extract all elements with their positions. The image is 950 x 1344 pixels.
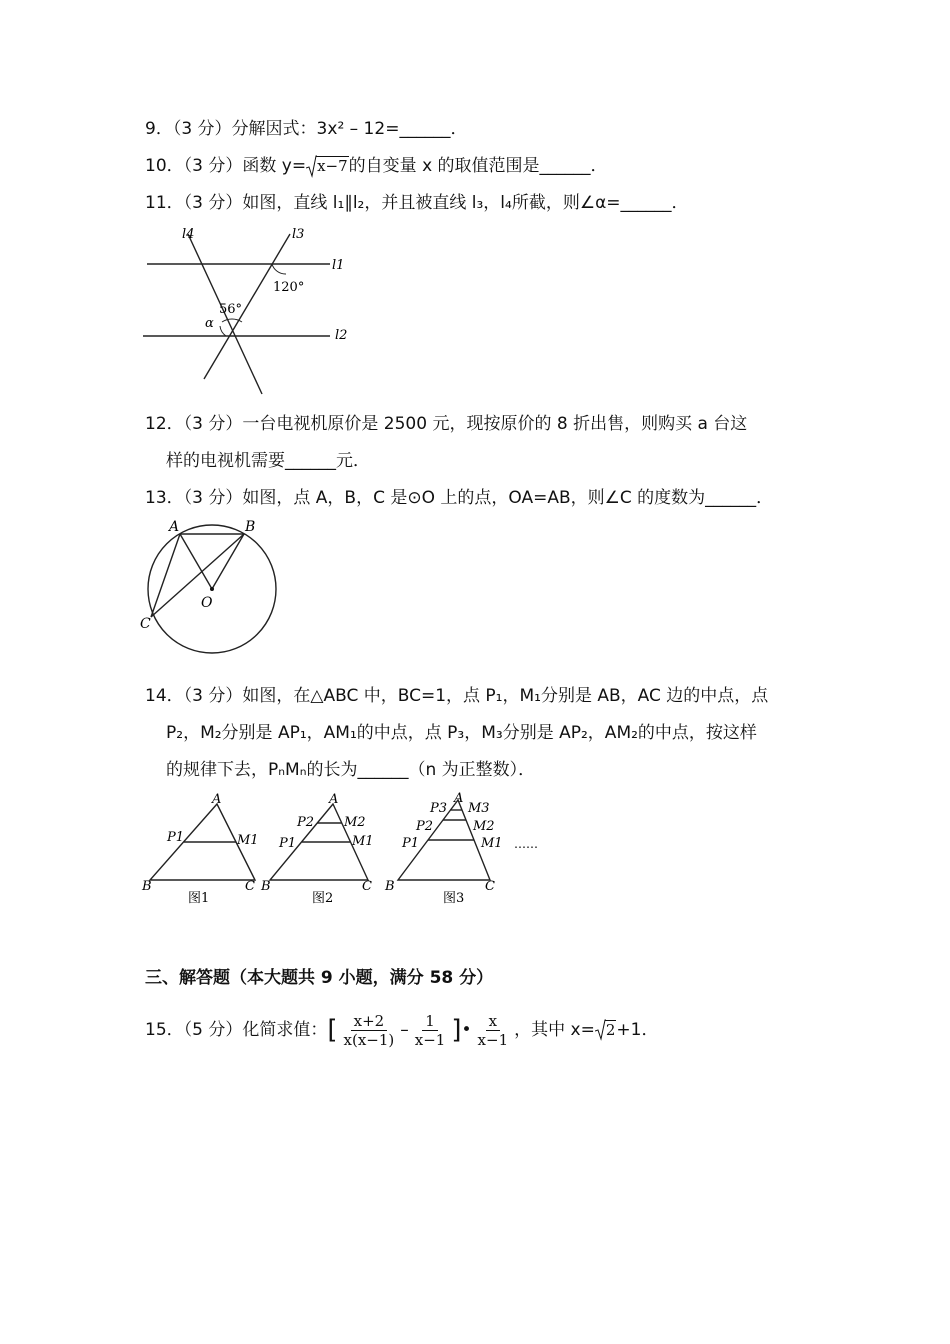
question-12-line-2 [166,449,370,473]
label-p2: P2 [416,819,434,834]
label-o: O [201,595,213,611]
question-text: P₂，M₂分别是 AP₁，AM₁的中点，点 P₃，M₃分别是 AP₂，AM₂的中点，按这样 [166,723,757,743]
numerator: 1 [422,1012,438,1031]
question-score: （3 分） [183,488,243,508]
question-end: ． [756,488,774,508]
question-text-tail: +1． [616,1020,659,1040]
figure-triangles [140,790,550,915]
right-bracket: ] [451,1015,462,1045]
question-end: ． [450,119,468,139]
label-m1: M1 [237,833,259,848]
minus-sign: – [400,1020,409,1040]
question-number: 10． [145,156,184,176]
question-text: 一台电视机原价是 2500 元，现按原价的 8 折出售，则购买 a 台这 [242,414,748,434]
label-56-degrees: 56° [219,302,243,317]
question-number: 13． [145,488,184,508]
question-number: 15． [145,1020,184,1040]
fraction-3 [475,1012,512,1049]
triangle-figure-2 [260,792,374,906]
triangle-figure-3 [384,791,503,906]
question-end: （n 为正整数）． [408,760,536,780]
label-m1: M1 [352,834,374,849]
caption-figure-3: 图3 [443,891,465,906]
center-point [210,587,214,591]
denominator: x(x−1) [343,1030,395,1049]
question-score: （3 分） [183,156,243,176]
question-score: （3 分） [172,119,232,139]
answer-blank: ______ [399,119,451,139]
question-text-post: ，其中 x= [514,1020,595,1040]
radical-sign-icon [595,1019,606,1041]
fraction-2 [412,1012,449,1049]
angle-120-arc [272,264,286,274]
label-m1: M1 [481,836,503,851]
figure-circle [138,516,283,658]
answer-blank: ______ [705,488,757,508]
line-l3 [204,234,290,379]
question-14-line-3 [166,758,535,782]
answer-blank: ______ [539,156,591,176]
label-a: A [454,791,464,806]
question-text: 分解因式：3x² – 12= [231,119,400,139]
caption-figure-2: 图2 [312,891,334,906]
question-12-line-1 [145,412,747,436]
label-c: C [485,879,495,894]
label-alpha: α [205,316,214,331]
question-number: 9． [145,119,173,139]
question-10 [145,154,608,178]
label-p2: P2 [297,815,315,830]
question-score: （3 分） [183,414,243,434]
question-text: 如图，点 A，B，C 是⊙O 上的点，OA=AB，则∠C 的度数为 [242,488,706,508]
denominator: x−1 [477,1030,509,1049]
label-a: A [169,519,180,535]
label-b: B [142,879,152,894]
question-end: ． [671,193,689,213]
question-15 [145,1010,658,1054]
question-text-post: 的自变量 x 的取值范围是 [348,156,540,176]
question-score: （3 分） [183,193,243,213]
caption-figure-1: 图1 [188,891,210,906]
segment-ob [212,534,244,589]
label-b: B [245,519,256,535]
radical-sign-icon [306,154,317,178]
fraction-1 [341,1012,398,1049]
label-a: A [212,792,222,807]
label-c: C [245,879,255,894]
label-p3: P3 [430,801,448,816]
question-text-pre: 函数 y= [242,156,307,176]
segment-oa [180,534,212,589]
left-bracket: [ [327,1015,338,1045]
label-c: C [140,616,151,632]
label-a: A [329,792,339,807]
label-m2: M2 [473,819,495,834]
label-m2: M2 [344,815,366,830]
question-9 [145,117,467,141]
label-c: C [362,879,372,894]
triangle-figure-1 [141,792,259,906]
section-heading: 三、解答题（本大题共 9 小题，满分 58 分） [145,968,494,988]
radicand: 2 [605,1021,616,1039]
question-14-line-1 [145,684,768,708]
question-score: （5 分） [183,1020,243,1040]
question-number: 11． [145,193,184,213]
question-text: 的规律下去，PₙMₙ的长为 [166,760,358,780]
label-p1: P1 [279,836,297,851]
label-l3: l3 [292,227,305,242]
figure-parallel-lines [140,222,360,397]
question-number: 14． [145,686,184,706]
label-b: B [385,879,395,894]
label-l2: l2 [335,328,348,343]
label-120-degrees: 120° [273,280,305,295]
label-b: B [261,879,271,894]
continuation-dots: …… [514,837,538,851]
question-14-line-2 [166,721,757,745]
question-text: 如图，直线 l₁∥l₂，并且被直线 l₃，l₄所截，则∠α= [242,193,621,213]
question-text: 如图，在△ABC 中，BC=1，点 P₁，M₁分别是 AB，AC 边的中点，点 [242,686,769,706]
answer-blank: ______ [285,451,336,471]
sqrt-expression [306,154,349,178]
question-end: 元． [336,451,370,471]
label-p1: P1 [402,836,420,851]
multiply-dot: • [461,1020,472,1040]
answer-blank: ______ [357,760,409,780]
label-l4: l4 [182,227,195,242]
question-13 [145,486,773,510]
numerator: x+2 [351,1012,388,1031]
question-score: （3 分） [183,686,243,706]
question-text-pre: 化简求值： [242,1020,328,1040]
numerator: x [486,1012,500,1031]
denominator: x−1 [414,1030,446,1049]
sqrt-expression [595,1019,617,1041]
question-text: 样的电视机需要 [166,451,285,471]
label-m3: M3 [468,801,490,816]
label-l1: l1 [332,258,345,273]
question-number: 12． [145,414,184,434]
radicand: x−7 [317,157,348,175]
angle-alpha-arc [220,326,226,336]
label-p1: P1 [167,830,185,845]
question-end: ． [590,156,608,176]
answer-blank: ______ [620,193,672,213]
question-11 [145,191,689,215]
